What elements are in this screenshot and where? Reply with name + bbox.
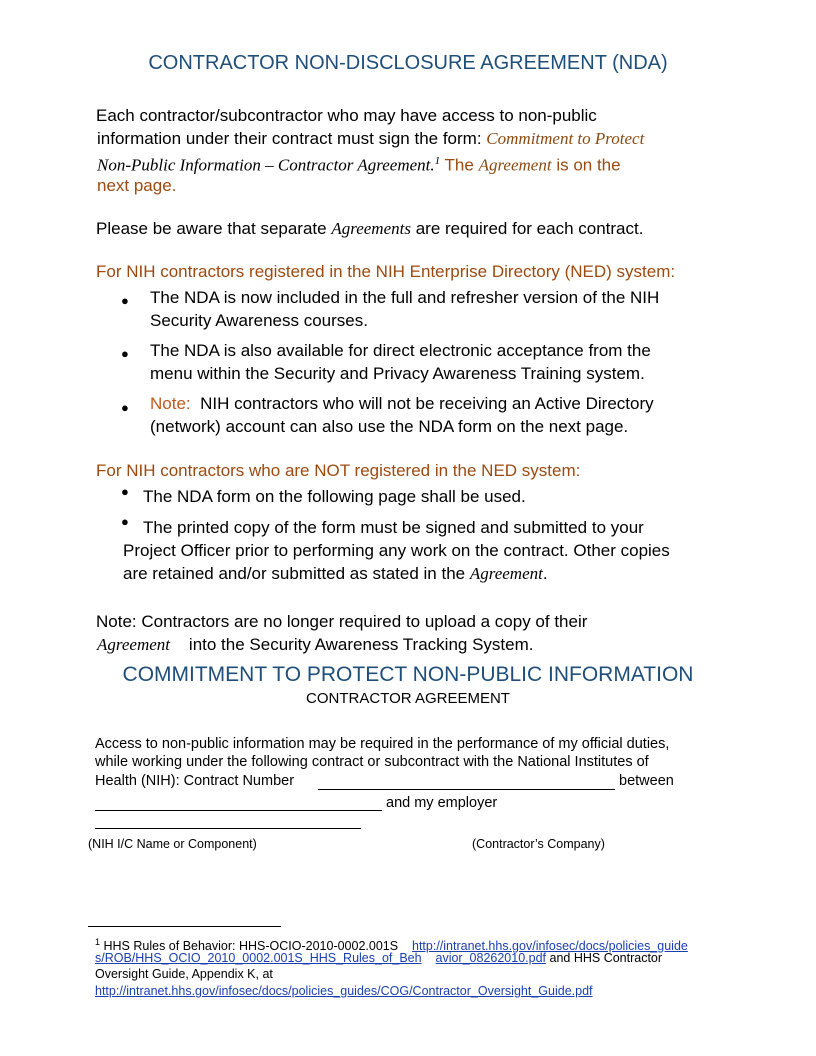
not-ned-bullet-2-line-3 <box>123 562 548 585</box>
ned-bullet-2-line-1: The NDA is also available for direct electronic acceptance from the <box>150 341 651 360</box>
nih-ic-name-field[interactable] <box>95 810 382 811</box>
footnote-text-b: and HHS Contractor <box>549 951 663 965</box>
aware-paragraph <box>96 217 643 240</box>
intro-line-1: Each contractor/subcontractor who may have access to non-public <box>96 106 597 125</box>
contractor-company-field[interactable] <box>95 828 361 829</box>
commitment-title: COMMITMENT TO PROTECT NON-PUBLIC INFORMATION <box>122 663 694 686</box>
form-line-3b: between <box>619 773 674 789</box>
note-line-1: Note: Contractors are no longer required to upload a copy of their <box>96 612 588 631</box>
not-ned-bullet-2-line-2: Project Officer prior to performing any work on the contract. Other copies <box>123 541 670 560</box>
footnote-text: HHS Rules of Behavior: HHS-OCIO-2010-0002.001S <box>103 939 399 954</box>
caption-nih-ic: (NIH I/C Name or Component) <box>88 837 257 851</box>
agreement-ref: Agreement <box>478 155 552 175</box>
not-ned-text: are retained and/or submitted as stated in the <box>123 564 466 583</box>
agreement-ref: Agreement <box>469 564 543 583</box>
not-ned-bullet-1: The NDA form on the following page shall be used. <box>143 487 526 506</box>
note-line-2 <box>97 633 534 656</box>
intro-line-3 <box>97 150 621 177</box>
form-title-ref-cont: Non-Public Information – Contractor Agreement. <box>97 155 435 175</box>
footnote-separator <box>88 926 281 927</box>
intro-line-2 <box>97 127 644 150</box>
ned-heading: For NIH contractors registered in the NIH Enterprise Directory (NED) system: <box>96 262 676 281</box>
contract-number-field[interactable] <box>318 789 615 790</box>
rules-of-behavior-link-cont[interactable]: s/ROB/HHS_OCIO_2010_0002.001S_HHS_Rules_of_Beh <box>95 951 422 965</box>
intro-line-4: next page. <box>97 176 177 195</box>
not-ned-bullet-2-line-1: The printed copy of the form must be signed and submitted to your <box>143 518 644 537</box>
bullet-icon: ● <box>121 346 129 361</box>
aware-agreements: Agreements <box>331 219 411 238</box>
period: . <box>542 564 548 583</box>
footnote-number: 1 <box>95 937 101 947</box>
document-title: CONTRACTOR NON-DISCLOSURE AGREEMENT (NDA) <box>148 52 668 74</box>
ned-bullet-3-text: NIH contractors who will not be receiving an Active Directory <box>200 394 654 413</box>
form-line-2: while working under the following contract or subcontract with the National Institutes of <box>95 754 649 770</box>
not-ned-heading: For NIH contractors who are NOT registered in the NED system: <box>96 461 581 480</box>
footnote-line-2 <box>95 950 662 966</box>
contractor-agreement-subtitle: CONTRACTOR AGREEMENT <box>306 690 510 707</box>
caption-contractor-company: (Contractor’s Company) <box>472 837 605 851</box>
rules-of-behavior-link[interactable]: http://intranet.hhs.gov/infosec/docs/policies_guide <box>412 939 688 954</box>
note-text: into the Security Awareness Tracking System. <box>188 635 534 654</box>
bullet-icon: ● <box>121 514 129 529</box>
ned-bullet-3-line-2: (network) account can also use the NDA form on the next page. <box>150 417 629 436</box>
note-label: Note: <box>150 394 191 413</box>
ned-bullet-2-line-2: menu within the Security and Privacy Awareness Training system. <box>150 364 645 383</box>
intro-text: information under their contract must sign the form: <box>97 129 482 148</box>
intro-the: The <box>444 155 474 175</box>
rules-of-behavior-link-end[interactable]: avior_08262010.pdf <box>435 951 547 965</box>
form-line-1: Access to non-public information may be required in the performance of my official duties, <box>95 736 670 752</box>
ned-bullet-3-line-1 <box>150 392 654 415</box>
form-line-4: and my employer <box>386 795 498 811</box>
ned-bullet-1-line-1: The NDA is now included in the full and refresher version of the NIH <box>150 288 660 307</box>
aware-text-c: are required for each contract. <box>415 219 644 238</box>
contractor-oversight-link[interactable]: http://intranet.hhs.gov/infosec/docs/policies_guides/COG/Contractor_Oversight_Guide.pdf <box>95 984 593 998</box>
agreement-ref: Agreement <box>97 635 171 654</box>
bullet-icon: ● <box>121 293 129 308</box>
form-line-3a: Health (NIH): Contract Number <box>95 773 295 789</box>
bullet-icon: ● <box>121 400 129 415</box>
footnote-line-4 <box>95 983 593 999</box>
bullet-icon: ● <box>121 484 129 499</box>
footnote-ref: 1 <box>434 155 441 167</box>
aware-text-a: Please be aware that separate <box>96 219 327 238</box>
intro-on-the: is on the <box>556 155 621 175</box>
form-title-ref: Commitment to Protect <box>486 129 645 148</box>
footnote-line-3: Oversight Guide, Appendix K, at <box>95 967 273 981</box>
ned-bullet-1-line-2: Security Awareness courses. <box>150 311 368 330</box>
